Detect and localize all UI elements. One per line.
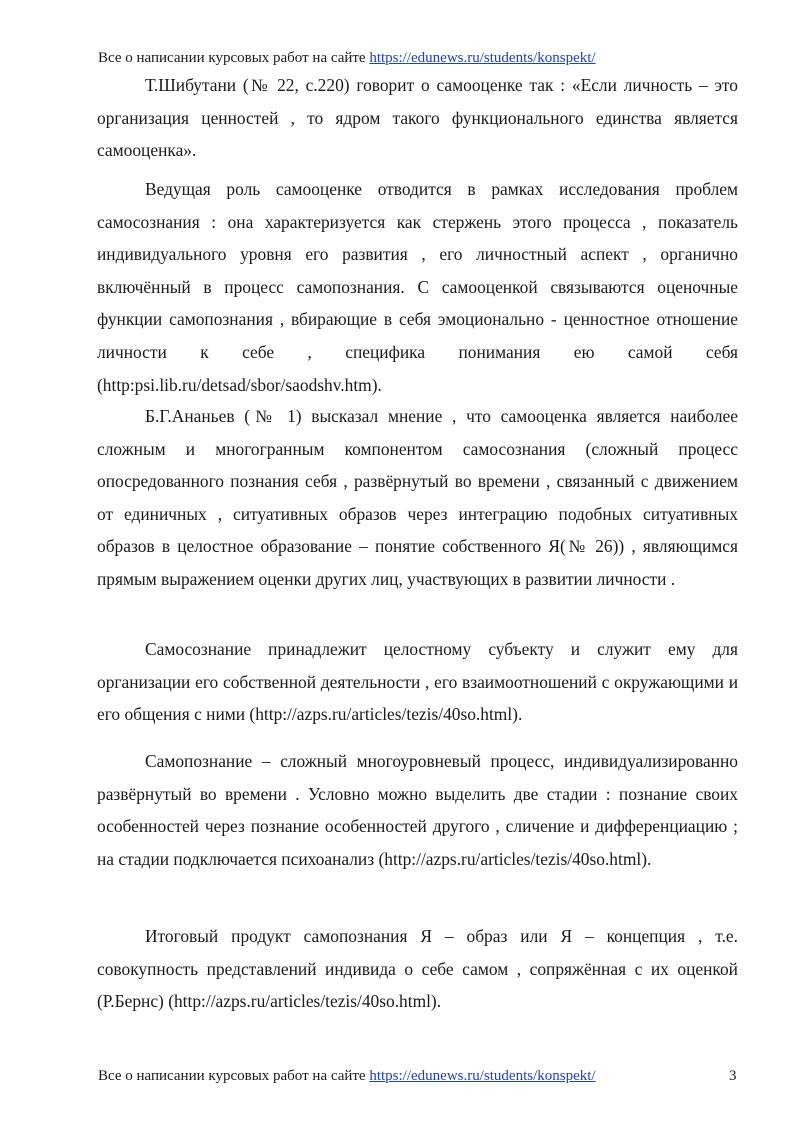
paragraph-text: Ведущая роль самооценке отводится в рамках исследования проблем самосознания : она характеризуется как стержень этого процесса , показатель индивидуального уровня его развития , его личностный аспект , органично включённый в процесс самопознания. С самооценкой связываются оценочные функции самопознания , вбирающие в себя эмоционально - ценностное отношение личности к себе , специфика понимания ею самой себя (http:psi.lib.ru/detsad/sbor/saodshv.htm). — [97, 179, 738, 395]
page-number: 3 — [729, 1068, 737, 1084]
header-link[interactable]: https://edunews.ru/students/konspekt/ — [369, 50, 596, 66]
paragraph-text: Б.Г.Ананьев (№ 1) высказал мнение , что самооценка является наиболее сложным и многогранным компонентом самосознания (сложный процесс опосредованного познания себя , развёрнутый во времени , связанный с движением от единичных , ситуативных образов через интеграцию подобных ситуативных образов в целостное образование – понятие собственного Я(№ 26)) , являющимся прямым выражением оценки других лиц, участвующих в развитии личности . — [97, 406, 738, 589]
paragraph-4 — [97, 633, 738, 731]
page-footer — [98, 1066, 596, 1086]
footer-link[interactable]: https://edunews.ru/students/konspekt/ — [369, 1068, 596, 1084]
paragraph-3 — [97, 400, 738, 596]
paragraph-text: Самопознание – сложный многоуровневый процесс, индивидуализированно развёрнутый во времени . Условно можно выделить две стадии : познание своих особенностей через познание особенностей другого , сличение и дифференциацию ; на стадии подключается психоанализ (http://azps.ru/articles/tezis/40so.html). — [97, 751, 738, 869]
paragraph-2 — [97, 173, 738, 401]
paragraph-1 — [97, 69, 738, 167]
paragraph-text: Т.Шибутани (№ 22, с.220) говорит о самооценке так : «Если личность – это организация ценностей , то ядром такого функционального единства является самооценка». — [97, 75, 738, 161]
header-text: Все о написании курсовых работ на сайте — [98, 50, 366, 66]
paragraph-text: Итоговый продукт самопознания Я – образ или Я – концепция , т.е. совокупность представлений индивида о себе самом , сопряжённая с их оценкой (Р.Бернс) (http://azps.ru/articles/tezis/40so.html). — [97, 926, 738, 1012]
page-header — [98, 48, 596, 68]
footer-text: Все о написании курсовых работ на сайте — [98, 1068, 366, 1084]
paragraph-text: Самосознание принадлежит целостному субъекту и служит ему для организации его собственной деятельности , его взаимоотношений с окружающими и его общения с ними (http://azps.ru/articles/tezis/40so.html). — [97, 639, 738, 725]
paragraph-5 — [97, 745, 738, 875]
paragraph-6 — [97, 920, 738, 1018]
